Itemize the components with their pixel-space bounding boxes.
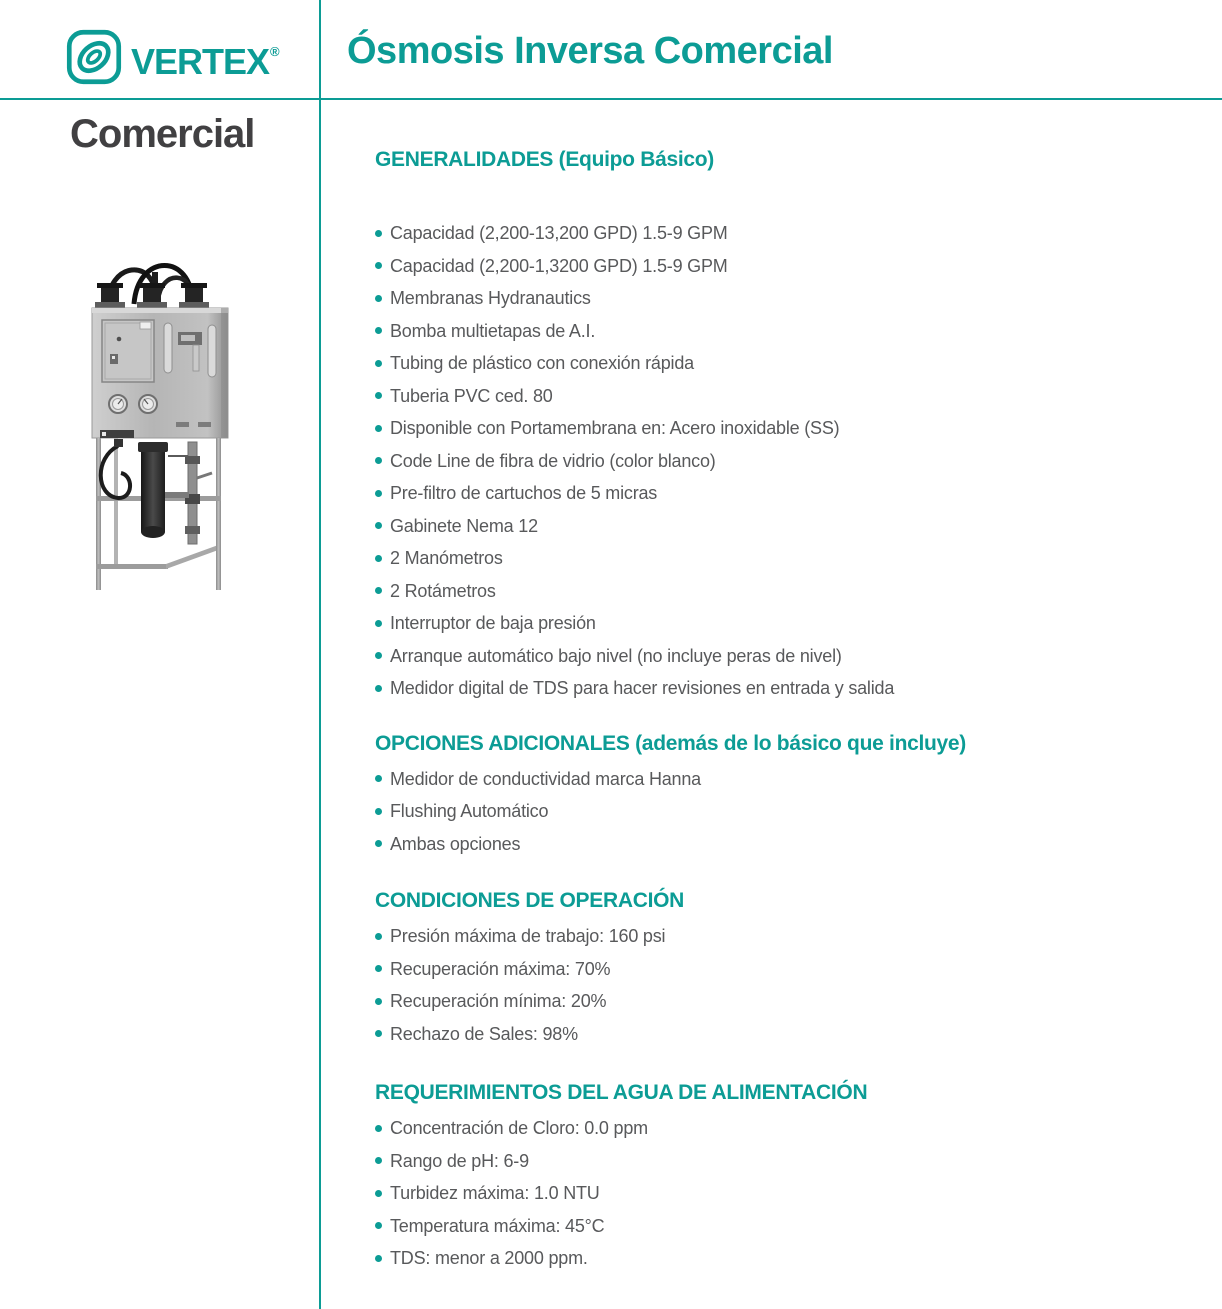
bullet-icon xyxy=(375,327,382,334)
list-item-text: Presión máxima de trabajo: 160 psi xyxy=(390,926,666,946)
bullet-icon xyxy=(375,775,382,782)
list-item xyxy=(375,1177,995,1210)
section-heading: CONDICIONES DE OPERACIÓN xyxy=(375,889,684,912)
bullet-icon xyxy=(375,457,382,464)
brand-name: VERTEX xyxy=(131,41,270,82)
bullet-icon xyxy=(375,295,382,302)
list-item xyxy=(375,1112,995,1145)
category-title: Comercial xyxy=(70,112,255,156)
bullet-icon xyxy=(375,1222,382,1229)
list-item xyxy=(375,1145,995,1178)
list-item-text: Turbidez máxima: 1.0 NTU xyxy=(390,1183,600,1203)
list-item-text: Tuberia PVC ced. 80 xyxy=(390,385,553,406)
section-opciones-adicionales xyxy=(375,731,995,861)
bullet-icon xyxy=(375,933,382,940)
page-title: Ósmosis Inversa Comercial xyxy=(347,30,833,72)
list-item-text: Temperatura máxima: 45°C xyxy=(390,1215,605,1236)
spec-content xyxy=(375,147,995,1275)
list-item xyxy=(375,315,995,348)
reverse-osmosis-machine-photo xyxy=(88,246,238,598)
list-item xyxy=(375,985,995,1018)
bullet-icon xyxy=(375,685,382,692)
product-photo xyxy=(88,246,238,598)
list-item-text: Recuperación mínima: 20% xyxy=(390,991,607,1011)
registered-trademark: ® xyxy=(270,44,279,59)
list-item xyxy=(375,542,995,575)
list-item xyxy=(375,795,995,828)
list-item xyxy=(375,953,995,986)
list-item-text: Membranas Hydranautics xyxy=(390,288,591,308)
list-item-text: Medidor de conductividad marca Hanna xyxy=(390,768,701,789)
horizontal-divider xyxy=(0,98,1222,100)
list-item-text: Disponible con Portamembrana en: Acero inoxidable (SS) xyxy=(390,418,840,438)
list-item-text: Arranque automático bajo nivel (no incluye peras de nivel) xyxy=(390,645,842,666)
bullet-icon xyxy=(375,652,382,659)
bullet-icon xyxy=(375,262,382,269)
bullet-icon xyxy=(375,1030,382,1037)
spec-list xyxy=(375,763,995,861)
list-item-text: Gabinete Nema 12 xyxy=(390,515,538,536)
list-item xyxy=(375,763,995,796)
bullet-icon xyxy=(375,425,382,432)
list-item-text: Flushing Automático xyxy=(390,801,549,821)
list-item xyxy=(375,828,995,861)
list-item-text: Ambas opciones xyxy=(390,833,521,854)
list-item-text: Capacidad (2,200-1,3200 GPD) 1.5-9 GPM xyxy=(390,255,728,276)
list-item-text: Rechazo de Sales: 98% xyxy=(390,1023,578,1044)
list-item-text: 2 Manómetros xyxy=(390,548,503,568)
list-item-text: Medidor digital de TDS para hacer revisiones en entrada y salida xyxy=(390,678,895,698)
list-item xyxy=(375,510,995,543)
list-item xyxy=(375,445,995,478)
list-item-text: Bomba multietapas de A.I. xyxy=(390,320,596,341)
list-item xyxy=(375,920,995,953)
list-item-text: Capacidad (2,200-13,200 GPD) 1.5-9 GPM xyxy=(390,223,728,243)
vertical-divider xyxy=(319,0,321,1309)
bullet-icon xyxy=(375,1125,382,1132)
bullet-icon xyxy=(375,587,382,594)
list-item-text: Code Line de fibra de vidrio (color blanco) xyxy=(390,450,716,471)
list-item xyxy=(375,672,995,705)
list-item xyxy=(375,380,995,413)
list-item-text: Recuperación máxima: 70% xyxy=(390,958,611,979)
spec-list xyxy=(375,217,995,705)
bullet-icon xyxy=(375,840,382,847)
bullet-icon xyxy=(375,555,382,562)
list-item xyxy=(375,250,995,283)
brand-logo xyxy=(66,24,279,90)
list-item-text: Concentración de Cloro: 0.0 ppm xyxy=(390,1118,648,1138)
bullet-icon xyxy=(375,360,382,367)
bullet-icon xyxy=(375,998,382,1005)
list-item-text: Rango de pH: 6-9 xyxy=(390,1150,529,1171)
bullet-icon xyxy=(375,1190,382,1197)
bullet-icon xyxy=(375,1255,382,1262)
brand-wordmark xyxy=(131,24,279,90)
section-generalidades xyxy=(375,147,995,705)
section-heading: REQUERIMIENTOS DEL AGUA DE ALIMENTACIÓN xyxy=(375,1081,868,1104)
bullet-icon xyxy=(375,1157,382,1164)
vertex-swirl-icon xyxy=(66,29,122,85)
spec-list xyxy=(375,1112,995,1275)
bullet-icon xyxy=(375,965,382,972)
list-item xyxy=(375,640,995,673)
list-item-text: Tubing de plástico con conexión rápida xyxy=(390,353,694,373)
list-item xyxy=(375,217,995,250)
list-item xyxy=(375,347,995,380)
bullet-icon xyxy=(375,620,382,627)
spec-list xyxy=(375,920,995,1050)
bullet-icon xyxy=(375,230,382,237)
list-item xyxy=(375,607,995,640)
section-heading: GENERALIDADES (Equipo Básico) xyxy=(375,148,714,171)
list-item xyxy=(375,1242,995,1275)
list-item-text: 2 Rotámetros xyxy=(390,580,496,601)
list-item xyxy=(375,412,995,445)
list-item-text: Pre-filtro de cartuchos de 5 micras xyxy=(390,483,658,503)
bullet-icon xyxy=(375,392,382,399)
bullet-icon xyxy=(375,808,382,815)
section-heading: OPCIONES ADICIONALES (además de lo básico que incluye) xyxy=(375,731,966,755)
list-item xyxy=(375,1210,995,1243)
list-item xyxy=(375,282,995,315)
bullet-icon xyxy=(375,522,382,529)
list-item-text: TDS: menor a 2000 ppm. xyxy=(390,1248,588,1268)
list-item-text: Interruptor de baja presión xyxy=(390,613,596,633)
list-item xyxy=(375,575,995,608)
list-item xyxy=(375,477,995,510)
bullet-icon xyxy=(375,490,382,497)
section-requerimientos-agua xyxy=(375,1080,995,1275)
section-condiciones-operacion xyxy=(375,888,995,1050)
list-item xyxy=(375,1018,995,1051)
